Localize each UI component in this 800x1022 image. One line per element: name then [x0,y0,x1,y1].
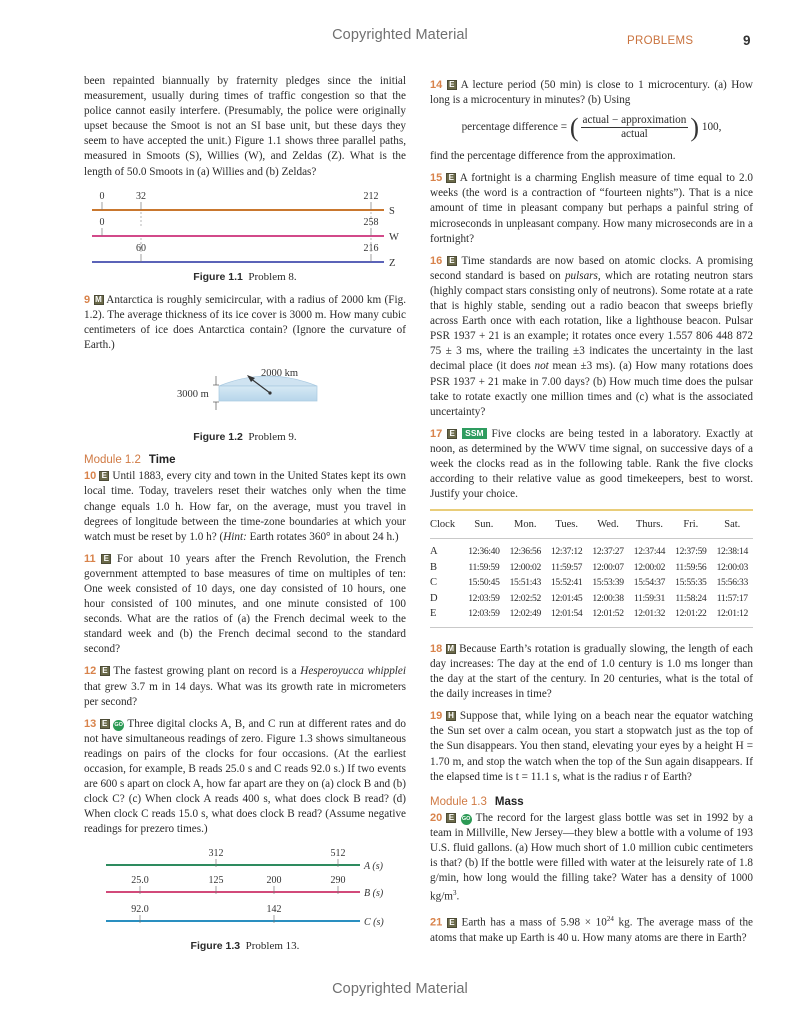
table-cell: 12:01:12 [716,608,748,620]
problem-text: Five clocks are being tested in a laboratory. Exactly at noon, as determined by the WWV time signal, on successive days of a week the clocks read as in the following table. Rank the five clocks according to their relative value as good timekeepers, best to worst. Justify your choice. [430,427,754,501]
problem-10 [84,469,406,544]
column-header: Fri. [683,519,699,531]
superscript: 24 [606,915,614,924]
table-cell: 12:00:03 [716,561,748,573]
problem-text-end: . [456,890,460,903]
difficulty-badge-icon: E [447,429,457,439]
table-cell: 15:54:37 [633,577,666,589]
module-heading [430,795,753,810]
problem-14 [430,78,753,108]
tick-label: 312 [208,848,224,860]
left-column [84,74,406,963]
species-name: Hesperoyucca whipplei [300,665,406,678]
tick-label: 216 [363,242,379,254]
problem-text-cont: Earth rotates 360° in about 24 h.) [246,530,399,543]
pulsars-term: pulsars, [564,269,601,282]
difficulty-badge-icon: E [100,666,110,676]
problem-12 [84,664,406,709]
clock-label: C (s) [364,917,384,929]
table-cell: 12:38:14 [716,546,748,558]
table-cell: 11:58:24 [675,592,707,604]
module-number: Module 1.3 [430,795,487,808]
table-cell: 15:53:39 [592,577,624,589]
superscript: 3 [453,889,457,898]
table-row [430,606,753,627]
difficulty-badge-icon: H [446,711,456,721]
tick-label: 212 [363,190,379,202]
table-row [430,575,753,591]
difficulty-badge-icon: E [447,918,457,928]
problem-text: Time standards are now based on atomic clocks. A promising second standard is based on [430,254,753,282]
table-cell: 12:00:07 [592,561,624,573]
problem-16 [430,254,753,420]
problem-text: Until 1883, every city and town in the United States kept its own local time. Today, travelers reset their watches only when the time change equals 1.0 h. How far, on the average, must you travel in degrees of longitude between the time-zone boundaries at which your watch must be reset by 1.0 h? ( [84,470,407,543]
problem-text: The fastest growing plant on record is a [113,665,301,678]
formula-denominator: actual [621,128,648,141]
problem-number: 14 [430,79,443,91]
figure-1-1 [84,188,406,270]
formula-tail: 100, [701,121,722,134]
tick-label: 0 [99,216,105,228]
tick-label: 142 [266,904,282,916]
table-cell: 12:36:40 [468,546,500,558]
radius-label: 2000 km [261,368,299,380]
path-label: Z [389,257,396,269]
hint-label: Hint: [223,530,247,543]
problem-number: 18 [430,642,443,655]
problem-11 [84,552,406,658]
table-cell: 15:52:41 [550,577,583,589]
problem-text: A fortnight is a charming English measure of time equal to 2.0 weeks (the word is a contraction of “fourteen nights”). That is a nice amount of time in pleasant company but perhaps a painful string of microseconds in unpleasant company. How many microseconds are in a fortnight? [430,172,753,245]
problem-number: 12 [84,665,97,678]
tick-label: 200 [266,875,282,887]
table-cell: 15:51:43 [509,577,541,589]
figure-1-3 [84,847,406,939]
difficulty-badge-icon: E [99,471,109,481]
table-cell: 11:59:56 [675,561,707,573]
problem-number: 11 [84,552,96,565]
figure-caption-text: Problem 13. [245,940,300,953]
table-cell: 12:03:59 [468,608,500,620]
column-header: Sat. [724,519,741,531]
table-cell: 11:59:31 [633,592,665,604]
table-cell: 12:00:38 [592,592,624,604]
clock-readings-table [430,509,753,628]
not-emphasis: not [534,360,549,373]
copyright-watermark-top: Copyrighted Material [332,27,468,43]
table-cell: 15:50:45 [468,577,500,589]
column-header: Thurs. [635,519,663,531]
right-column [430,78,753,953]
table-cell: 12:37:44 [633,546,666,558]
table-cell: 12:00:02 [633,561,666,573]
figure-1-1-caption [84,270,406,285]
problem-18 [430,642,753,702]
figure-1-2 [84,360,406,430]
difficulty-badge-icon: E [100,719,110,729]
problem-13 [84,717,406,838]
tick-label: 32 [136,190,146,202]
problem-number: 20 [430,811,443,824]
path-label: W [389,231,399,243]
tick-label: 60 [136,242,146,254]
table-cell: 11:57:17 [716,592,748,604]
problem-number: 10 [84,470,97,483]
table-row [430,539,753,560]
problem-15 [430,171,753,246]
figure-label: Figure 1.2 [193,431,243,444]
table-cell: 12:37:59 [675,546,707,558]
formula-fraction [581,114,689,141]
module-number: Module 1.2 [84,454,141,467]
module-title: Mass [494,795,524,808]
problem-text: Suppose that, while lying on a beach near the equator watching the Sun set over a calm ocean, you start a stopwatch just as the top of the Sun disappears. You then stand, elevating your eyes by a height H = 1.70 m, and stop the watch when the top of the Sun again disappears. If the elapsed time is t = 11.1 s, what is the radius r of Earth? [430,710,753,783]
clock-label: A (s) [364,861,383,873]
table-cell: D [430,592,438,604]
table-header-row [430,510,753,539]
table-cell: 15:55:35 [675,577,707,589]
problem-number: 16 [430,254,443,267]
table-cell: 12:01:45 [550,592,583,604]
table-cell: 15:56:33 [716,577,748,589]
copyright-watermark-bottom: Copyrighted Material [332,981,468,997]
problem-text: Because Earth’s rotation is gradually slowing, the length of each day increases: The day at the end of 1.0 century is 1.0 ms longer than the day at the start of the century. In 20 centuries, what is the total of the daily increases in time? [430,642,754,701]
problem-text: Antarctica is roughly semicircular, with a radius of 2000 km (Fig. 1.2). The average thickness of its ice cover is 3000 m. How many cubic centimeters of ice does Antarctica contain? (Ignore the curvature of Earth.) [84,293,407,352]
problem-19 [430,709,753,784]
problem-20 [430,811,753,905]
table-cell: E [430,608,437,620]
table-cell: B [430,561,437,573]
table-cell: 12:03:59 [468,592,500,604]
figure-caption-text: Problem 9. [248,431,297,444]
column-header: Mon. [514,519,537,531]
go-tutorial-icon: GO [461,814,472,825]
difficulty-badge-icon: E [447,80,457,90]
problem-text: Earth has a mass of 5.98 × 10 [461,916,607,929]
problem-14-cont: find the percentage difference from the approximation. [430,150,676,163]
table-cell: 12:02:52 [509,592,541,604]
go-tutorial-icon: GO [113,720,124,731]
difficulty-badge-icon: E [446,173,456,183]
problem-text-cont2: mean ±3 ms). (a) How many rotations does PSR 1937 + 21 make in 7.00 days? (b) How much time does the pulsar take to rotate exactly one million times and (c) what is the associated uncertainty? [430,360,753,418]
problem-text: Three digital clocks A, B, and C run at different rates and do not have simultaneous readings of zero. Figure 1.3 shows simultaneous readings on pairs of the clocks for four occasions. (At the earliest occasion, for example, B reads 25.0 s and C reads 92.0 s.) If two events are 600 s apart on clock A, how far apart are they on (a) clock B and (b) clock C? (c) When clock A reads 400 s, what does clock B read? (d) When clock C reads 15.0 s, what does clock B read? (Assume negative readings for prezero times.) [84,717,406,836]
problem-number: 19 [430,710,443,723]
difficulty-badge-icon: E [446,813,456,823]
table-cell: 12:01:32 [633,608,666,620]
column-header: Tues. [555,519,578,531]
table-cell: 11:59:57 [551,561,583,573]
tick-label: 92.0 [131,904,149,916]
problem-text-cont: which are rotating neutron stars (highly compact stars consisting only of neutrons). Some rotate at a rate that is highly stable, sending out a radio beacon that sweeps briefly across Earth once with each rotation, like a lighthouse beacon. Pulsar PSR 1937 + 21 is an example; it rotates once every 1.557 806 448 872 75 ± 3 ms, where the trailing ±3 indicates the uncertainty in the last decimal place (it does [430,269,753,373]
table-cell: 12:37:12 [550,546,583,558]
table-cell: 12:01:52 [592,608,624,620]
problem-text-cont: that grew 3.7 m in 14 days. What was its growth rate in micrometers per second? [84,680,406,708]
problem-text-end: kg. The average mass of the atoms that make up Earth is 40 u. How many atoms are there in Earth? [430,916,754,944]
table-cell: 11:59:59 [468,561,500,573]
table-cell: C [430,577,437,589]
antarctica-slab [219,386,317,401]
problem-text: A lecture period (50 min) is close to 1 microcentury. (a) How long is a microcentury in minutes? (b) Using [430,79,753,107]
ssm-badge-icon: SSM [462,428,486,439]
figure-1-2-caption [84,430,406,445]
column-header: Clock [430,519,456,531]
path-label: S [389,205,395,217]
tick-label: 125 [208,875,224,887]
column-header: Wed. [597,519,619,531]
problem-number: 9 [84,293,91,306]
percentage-difference-formula: percentage difference = ( $\frac{\text{actual − approximation}}{\text{actual}}$ ) 100, [461,112,722,142]
problem-number: 13 [84,717,97,730]
running-head: PROBLEMS [627,35,694,47]
table-cell: 12:01:54 [550,608,583,620]
tick-label: 0 [99,190,105,202]
table-cell: 12:37:27 [592,546,624,558]
formula-numerator: actual − approximation [582,114,687,127]
table-cell: 12:02:49 [509,608,541,620]
figure-label: Figure 1.1 [193,270,243,283]
difficulty-badge-icon: E [101,554,111,564]
problem-17 [430,427,753,502]
problem-text: For about 10 years after the French Revolution, the French government attempted to base measures of time on multiples of ten: One week consisted of 10 days, one day consisted of 10 hours, one hour consisted of 100 minutes, and one minute consisted of 100 seconds. What are the ratios of (a) the French decimal week to the standard week and (b) the French decimal second to the standard second? [84,552,407,656]
tick-label: 25.0 [131,875,149,887]
figure-label: Figure 1.3 [190,940,241,953]
thickness-label: 3000 m [177,389,209,401]
module-heading [84,453,406,468]
problem-21 [430,912,753,946]
tick-label: 258 [363,216,379,228]
module-title: Time [148,454,176,467]
problem-number: 15 [430,172,443,185]
tick-label: 290 [330,875,346,887]
page-number: 9 [743,33,751,48]
tick-label: 512 [330,848,346,860]
difficulty-badge-icon: M [447,643,454,653]
table-cell: 12:01:22 [675,608,707,620]
table-cell: A [430,546,438,558]
table-row [430,591,753,607]
column-header: Sun. [474,519,494,531]
problem-number: 21 [430,916,443,929]
clock-label: B (s) [364,888,384,900]
table-cell: 12:36:56 [509,546,541,558]
table-row [430,560,753,576]
figure-1-3-caption [84,939,406,954]
problem-number: 17 [430,427,443,440]
figure-caption-text: Problem 8. [248,270,297,283]
table-cell: 12:00:02 [509,561,541,573]
problem-8-continuation: been repainted biannually by fraternity pledges since the initial measurement, usually during times of traffic congestion so that the police cannot easily interfere. (Presumably, the police were originally upset because the Smoot is not an SI base unit, but these days they seem to have accepted the unit.) Figure 1.1 shows three parallel paths, measured in Smoots (S), Willies (W), and Zeldas (Z). What is the length of 50.0 Smoots in (a) Willies and (b) Zeldas? [84,75,406,178]
formula-lhs: percentage difference = [461,121,568,134]
difficulty-badge-icon: E [447,256,457,266]
problem-9 [84,293,406,353]
problem-text: The record for the largest glass bottle was set in 1992 by a team in Millville, New Jersey—they blew a bottle with a volume of 193 U.S. fluid gallons. (a) How much short of 1.0 million cubic centimeters is that? (b) If the bottle were filled with water at the leisurely rate of 1.8 g/min, how long would the filling take? Water has a density of 1000 kg/m [430,811,753,903]
difficulty-badge-icon: M [95,294,102,304]
